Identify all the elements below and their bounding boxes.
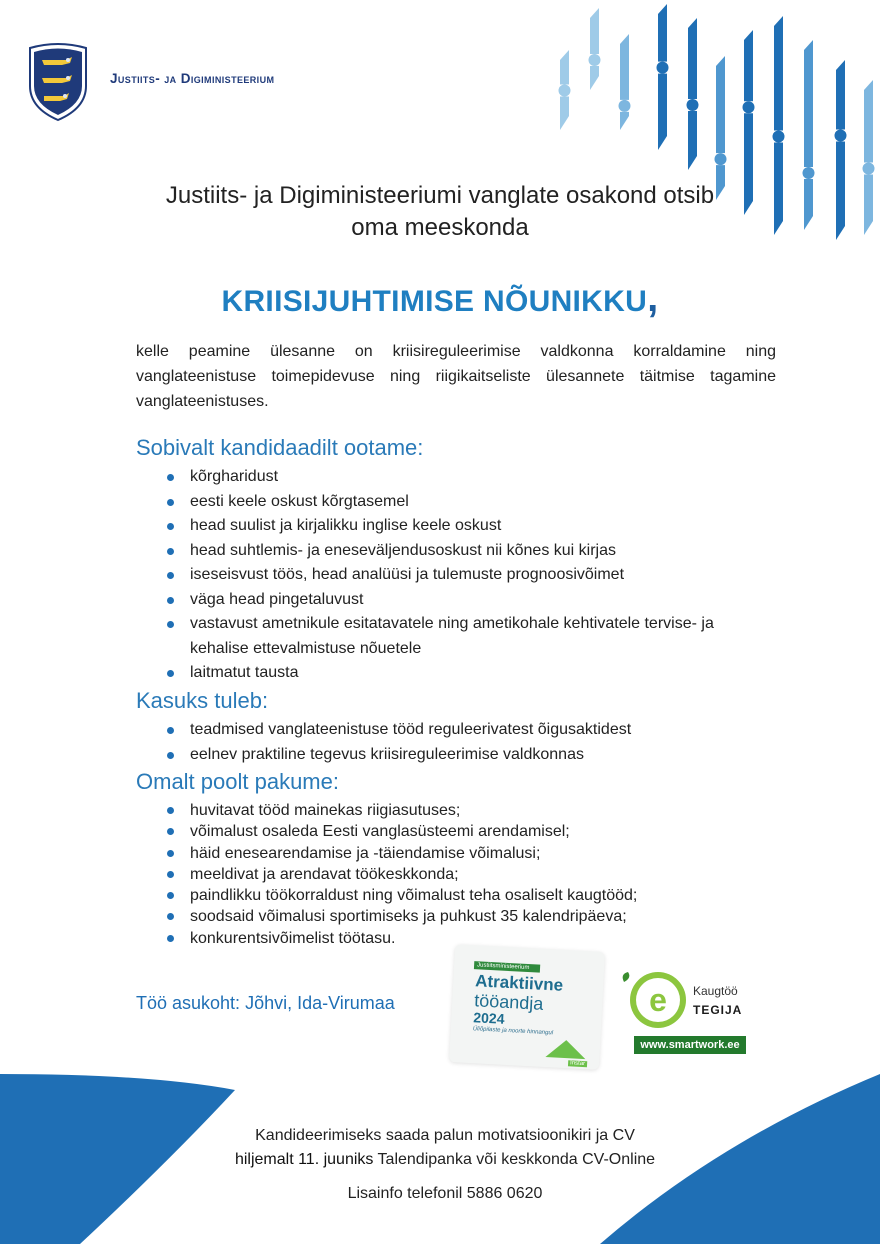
list-item: eelnev praktiline tegevus kriisireguleerimise valdkonnas xyxy=(164,743,784,768)
list-item: huvitavat tööd mainekas riigiasutuses; xyxy=(164,800,784,821)
kaugtoo-tegija: TEGIJA xyxy=(693,1003,743,1017)
list-item: paindlikku töökorraldust ning võimalust teha osaliselt kaugtööd; xyxy=(164,885,784,906)
list-item: laitmatut tausta xyxy=(164,661,784,686)
footer-line-2-rest: Talendipanka või keskkonda CV-Online xyxy=(373,1151,656,1168)
footer-phone: Lisainfo telefonil 5886 0620 xyxy=(347,1185,543,1202)
pattern-stripe xyxy=(688,18,697,170)
kaugtoo-letter: e xyxy=(649,982,667,1018)
pattern-stripe xyxy=(658,4,667,150)
pattern-stripe xyxy=(716,56,725,200)
list-item: head suulist ja kirjalikku inglise keele oskust xyxy=(164,514,784,539)
ministry-name: Justiits- ja Digiministeerium xyxy=(110,71,275,86)
job-title-text: KRIISIJUHTIMISE NÕUNIKKU xyxy=(221,285,648,318)
list-item: iseseisvust töös, head analüüsi ja tulemuste prognoosivõimet xyxy=(164,563,784,588)
kaugtoo-tegija-logo xyxy=(618,966,754,1056)
badge-strip: Justiitsministeerium xyxy=(474,961,540,972)
job-description: kelle peamine ülesanne on kriisireguleerimise valdkonna korraldamine ning vanglateenistuse toimepidevuse ning riigikaitseliste ülesannete täitmise tagamine vanglateenistuses. xyxy=(136,343,776,410)
list-item: kõrgharidust xyxy=(164,465,784,490)
list-item: eesti keele oskust kõrgtasemel xyxy=(164,490,784,515)
pattern-dot xyxy=(589,54,601,66)
intro-line-1: Justiits- ja Digiministeeriumi vanglate osakond otsib xyxy=(165,182,715,209)
smartwork-link[interactable]: www.smartwork.ee xyxy=(634,1036,746,1054)
advantages-list xyxy=(164,718,784,767)
requirements-list xyxy=(164,465,784,686)
pattern-dot xyxy=(743,101,755,113)
list-item: soodsaid võimalusi sportimiseks ja puhkust 35 kalendripäeva; xyxy=(164,906,784,927)
pattern-dot xyxy=(687,99,699,111)
list-item: väga head pingetaluvust xyxy=(164,588,784,613)
requirements-heading: Sobivalt kandidaadilt ootame: xyxy=(136,435,424,460)
intro-title xyxy=(110,180,770,244)
coat-of-arms-icon xyxy=(22,42,94,122)
badge-corner-triangle xyxy=(545,1039,586,1059)
badge-corner-label: Instar xyxy=(569,1060,586,1068)
advantages-heading: Kasuks tuleb: xyxy=(136,688,269,713)
attractive-employer-badge xyxy=(449,944,605,1070)
list-item: vastavust ametnikule esitatavatele ning ametikohale kehtivatele tervise- ja kehalise ettevalmistuse nõuetele xyxy=(164,612,784,661)
pattern-dot xyxy=(657,62,669,74)
pattern-dot xyxy=(803,167,815,179)
footer-line-2 xyxy=(150,1151,740,1169)
badge-subtitle: Üliõpilaste ja noorte hinnangul xyxy=(472,1026,554,1037)
list-item: head suhtlemis- ja eneseväljendusoskust nii kõnes kui kirjas xyxy=(164,539,784,564)
job-location: Töö asukoht: Jõhvi, Ida-Virumaa xyxy=(136,993,395,1013)
kaugtoo-word: Kaugtöö xyxy=(693,984,738,998)
pattern-stripe xyxy=(774,16,783,235)
pattern-dot xyxy=(559,85,571,97)
list-item: teadmised vanglateenistuse tööd reguleerivatest õigusaktidest xyxy=(164,718,784,743)
list-item: võimalust osaleda Eesti vanglasüsteemi arendamisel; xyxy=(164,821,784,842)
list-item: meeldivat ja arendavat töökeskkonda; xyxy=(164,864,784,885)
offer-heading: Omalt poolt pakume: xyxy=(136,769,339,794)
badge-line-2: tööandja xyxy=(473,990,544,1014)
job-title xyxy=(60,276,820,321)
intro-line-2: oma meeskonda xyxy=(351,214,529,241)
pattern-dot xyxy=(715,153,727,165)
green-e-icon xyxy=(618,966,692,1032)
pattern-stripe xyxy=(864,80,873,235)
list-item: konkurentsivõimelist töötasu. xyxy=(164,928,784,949)
pattern-dot xyxy=(619,100,631,112)
badge-year: 2024 xyxy=(472,1009,505,1027)
pattern-stripe xyxy=(620,34,629,130)
pattern-dot xyxy=(863,163,875,175)
pattern-stripe xyxy=(836,60,845,240)
footer-line-1: Kandideerimiseks saada palun motivatsioonikiri ja CV xyxy=(255,1127,635,1144)
badge-line-1: Atraktiivne xyxy=(474,971,564,995)
offer-list xyxy=(164,800,784,949)
pattern-stripe xyxy=(590,8,599,90)
pattern-dot xyxy=(773,131,785,143)
footer-deadline: hiljemalt 11. juuniks xyxy=(234,1151,374,1168)
pattern-dot xyxy=(835,130,847,142)
list-item: häid enesearendamise ja -täiendamise võimalusi; xyxy=(164,843,784,864)
pattern-stripe xyxy=(804,40,813,230)
job-title-comma: , xyxy=(647,276,659,320)
